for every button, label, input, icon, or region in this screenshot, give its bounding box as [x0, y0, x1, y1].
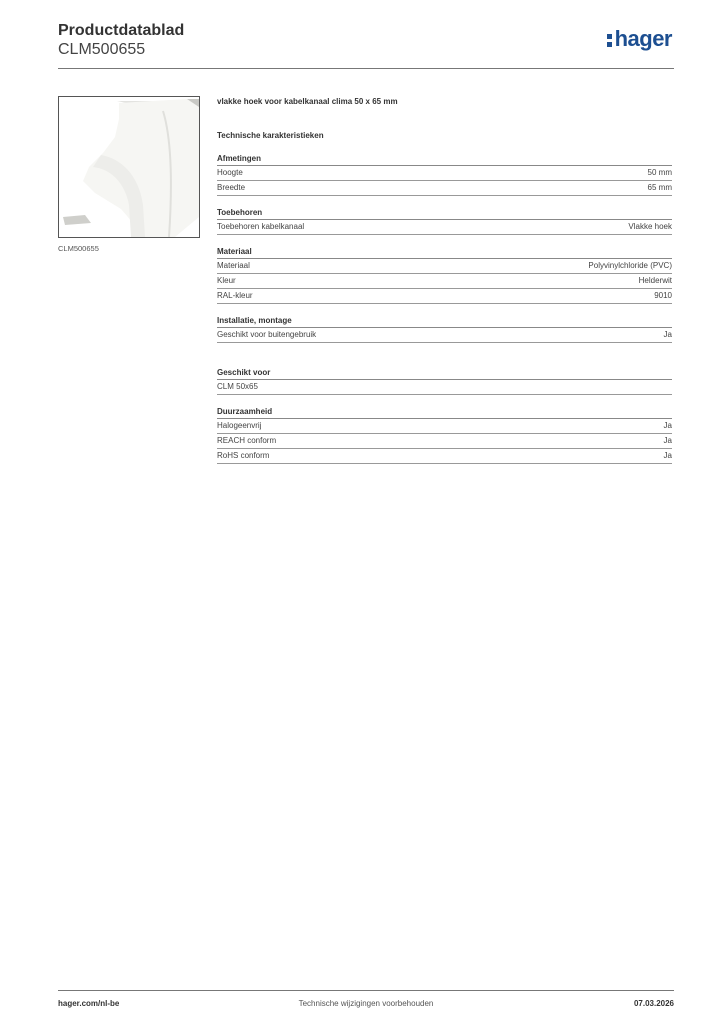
spec-row: [217, 289, 672, 304]
footer-website-link[interactable]: hager.com/nl-be: [58, 999, 120, 1008]
spec-value: Ja: [663, 436, 672, 445]
spec-value: 9010: [654, 291, 672, 300]
footer-disclaimer: Technische wijzigingen voorbehouden: [298, 999, 434, 1008]
spec-value: Ja: [663, 451, 672, 460]
spec-row: [217, 181, 672, 196]
section-title: Toebehoren: [217, 196, 672, 220]
section-dimensions: [217, 142, 672, 196]
spec-value: 50 mm: [647, 168, 672, 177]
section-title: Duurzaamheid: [217, 395, 672, 419]
section-title: Afmetingen: [217, 142, 672, 166]
spec-row: [217, 166, 672, 181]
section-accessories: [217, 196, 672, 235]
spec-value: Vlakke hoek: [628, 222, 672, 231]
spec-label: Kleur: [217, 276, 236, 285]
spec-row: [217, 259, 672, 274]
document-title: Productdatablad: [58, 22, 185, 39]
spec-row: [217, 449, 672, 464]
spec-value: Helderwit: [638, 276, 672, 285]
hager-logo: [607, 28, 672, 50]
spec-label: RoHS conform: [217, 451, 270, 460]
spec-row: [217, 380, 672, 395]
spec-label: RAL-kleur: [217, 291, 253, 300]
section-title: Installatie, montage: [217, 304, 672, 328]
spec-label: REACH conform: [217, 436, 277, 445]
spec-label: Toebehoren kabelkanaal: [217, 222, 305, 231]
section-sustainability: [217, 395, 672, 464]
cable-duct-flat-corner-icon: [59, 97, 199, 237]
spec-label: Geschikt voor buitengebruik: [217, 330, 317, 339]
tech-heading: Technische karakteristieken: [217, 131, 324, 140]
spec-label: Breedte: [217, 183, 246, 192]
product-code: CLM500655: [58, 41, 146, 58]
section-suitable-for: [217, 343, 672, 395]
product-description: vlakke hoek voor kabelkanaal clima 50 x 65 mm: [217, 97, 398, 106]
spec-label: CLM 50x65: [217, 382, 258, 391]
page-header: [58, 22, 674, 68]
footer-date: 07.03.2026: [633, 999, 674, 1008]
page-footer: [58, 990, 674, 1011]
spec-value: Ja: [663, 330, 672, 339]
spec-label: Hoogte: [217, 168, 243, 177]
image-caption: CLM500655: [58, 244, 99, 253]
product-image: [58, 96, 200, 238]
spec-content: [217, 96, 672, 464]
spec-label: Materiaal: [217, 261, 250, 270]
spec-row: [217, 220, 672, 235]
spec-row: [217, 274, 672, 289]
spec-row: [217, 328, 672, 343]
spec-label: Halogeenvrij: [217, 421, 262, 430]
spec-value: Ja: [663, 421, 672, 430]
section-installation: [217, 304, 672, 343]
spec-value: 65 mm: [647, 183, 672, 192]
logo-dots-icon: [607, 32, 613, 47]
spec-row: [217, 419, 672, 434]
section-material: [217, 235, 672, 304]
spec-row: [217, 434, 672, 449]
section-title: Geschikt voor: [217, 343, 672, 380]
spec-value: Polyvinylchloride (PVC): [588, 261, 672, 270]
header-divider: [58, 68, 674, 69]
section-title: Materiaal: [217, 235, 672, 259]
logo-text: hager: [614, 26, 672, 51]
